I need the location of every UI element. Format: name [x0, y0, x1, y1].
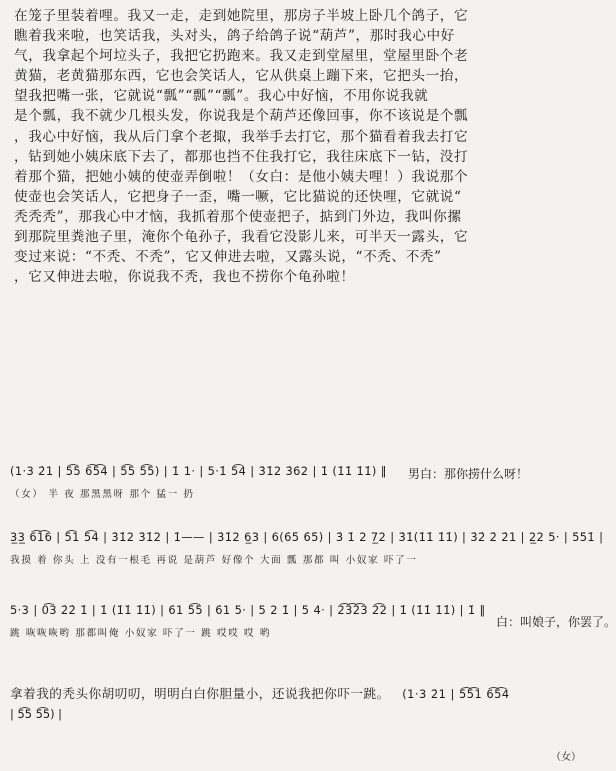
bottom-prose-text: 拿着我的秃头你胡叨叨，明明白白你胆量小，还说我把你吓一跳。 — [10, 686, 390, 701]
prose-line: 在笼子里装着哩。我又一走，走到她院里，那房子半坡上卧几个鸽子，它 — [14, 8, 469, 24]
prose-line: ，它又伸进去啦，你说我不秃，我也不捞你个龟孙啦！ — [14, 269, 355, 286]
prose-line: 黄猫，老黄猫那东西，它也会笑话人，它从供桌上蹦下来，它把头一抬， — [14, 68, 469, 85]
notation-system-3 — [10, 603, 616, 639]
prose-line: 望我把嘴一张，它就说“瓢”“瓢”“瓢”。我心中好恼，不用你说我就 — [14, 88, 429, 105]
bottom-prose-line — [10, 683, 510, 702]
notation-line: 3̲3̲ 6͡1͡6 | 5͡1 5͡4 | 3̇1̇2 3̇1̇2 | 1̇—— | 3̇1̇2 6̲3 | 6(6̇5̇ 6̇5̇) | 3̇ 1̇ 2 7̲2 | 3̇1̇(1̇1̇ 1̇1̇) | 3̇2̇ 2̇ 2̇1 | 2̲2 5· | 5̇5̇1̇ | — [10, 530, 604, 544]
prose-line: 着那个猫，把她小姨的使壶弄倒啦！（女白：是他小姨夫哩！）我说那个 — [14, 168, 469, 185]
prose-line: ，钻到她小姨床底下去了，都那也挡不住我打它，我往床底下一钻，没打 — [14, 148, 469, 165]
prose-line: 变过来说：“不秃、不秃”，它又伸进去啦，又露头说，“不秃、不秃” — [14, 249, 442, 266]
lyrics-line: 跳 咴咴咴哟 那都叫俺 小奴家 吓了一 跳 哎哎 哎 哟 — [10, 628, 272, 639]
notation-system-1 — [10, 464, 595, 500]
lyrics-line: （女） 半 夜 那黑黑呀 那个 猛一 扔 — [10, 489, 195, 500]
bottom-notation-left: | 5͡5 5͡5) | — [10, 707, 62, 721]
prose-line: 使壶也会笑话人，它把身子一歪，嘴一噘，它比猫说的还快哩，它就说“ — [14, 188, 462, 205]
prose-line: 秃秃秃”，那我心中才恼，我抓着那个使壶把子，掂到门外边，我叫你摞 — [14, 208, 462, 225]
corner-label: （女） — [551, 752, 581, 763]
prose-block — [14, 6, 592, 287]
prose-line: 气，我拿起个坷垃头子，我把它扔跑来。我又走到堂屋里，堂屋里卧个老 — [14, 48, 469, 65]
notation-system-2 — [10, 530, 604, 566]
notation-line: (1·3 2̇1 | 5͡5 6͡5͡4 | 5͡5 5͡5) | 1̇ 1· | 5·1̇ 5͡4 | 3̇1̇2 3̇6̇2 | 1̇ (1̇1̇ 1̇1̇) ‖ — [10, 464, 387, 478]
spoken-line: 白：叫娘子，你罢了。 — [496, 615, 616, 629]
notation-line: 5·3 | 0͡3 2̇2̇ 1̇ | 1̇ (1̇1̇ 1̇1̇) | 6̇1 5͡5 | 6̇1 5· | 5 2 1̇ | 5 4· | 2͡3͡2͡3 2͡2 | 1̇ (1̇1̇ 1̇1̇) | 1̇ ‖ — [10, 603, 486, 617]
bottom-notation-right: (1·3 2̇1 | 5͡5͡1 6͡5͡4 — [402, 687, 510, 701]
prose-line: 到那院里粪池子里，淹你个龟孙子，我看它没影儿来，可半天一露头，它 — [14, 229, 469, 246]
prose-line: ，我心中好恼，我从后门拿个老掫，我举手去打它，那个猫看着我去打它 — [14, 128, 469, 145]
lyrics-line: 我摸 着 你头 上 没有一根毛 再说 是葫芦 好像个 大面 瓢 那都 叫 小奴家 吓了一 — [10, 555, 418, 566]
spoken-line: 男白：那你捞什么呀！ — [408, 467, 529, 481]
prose-line: 是个瓢，我不就少几根头发，你说我是个葫芦还像回事，你不该说是个瓢 — [14, 108, 469, 125]
prose-line: 瞧着我来啦，也笑话我，头对头，鸽子给鸽子说“葫芦”，那时我心中好 — [14, 28, 455, 45]
